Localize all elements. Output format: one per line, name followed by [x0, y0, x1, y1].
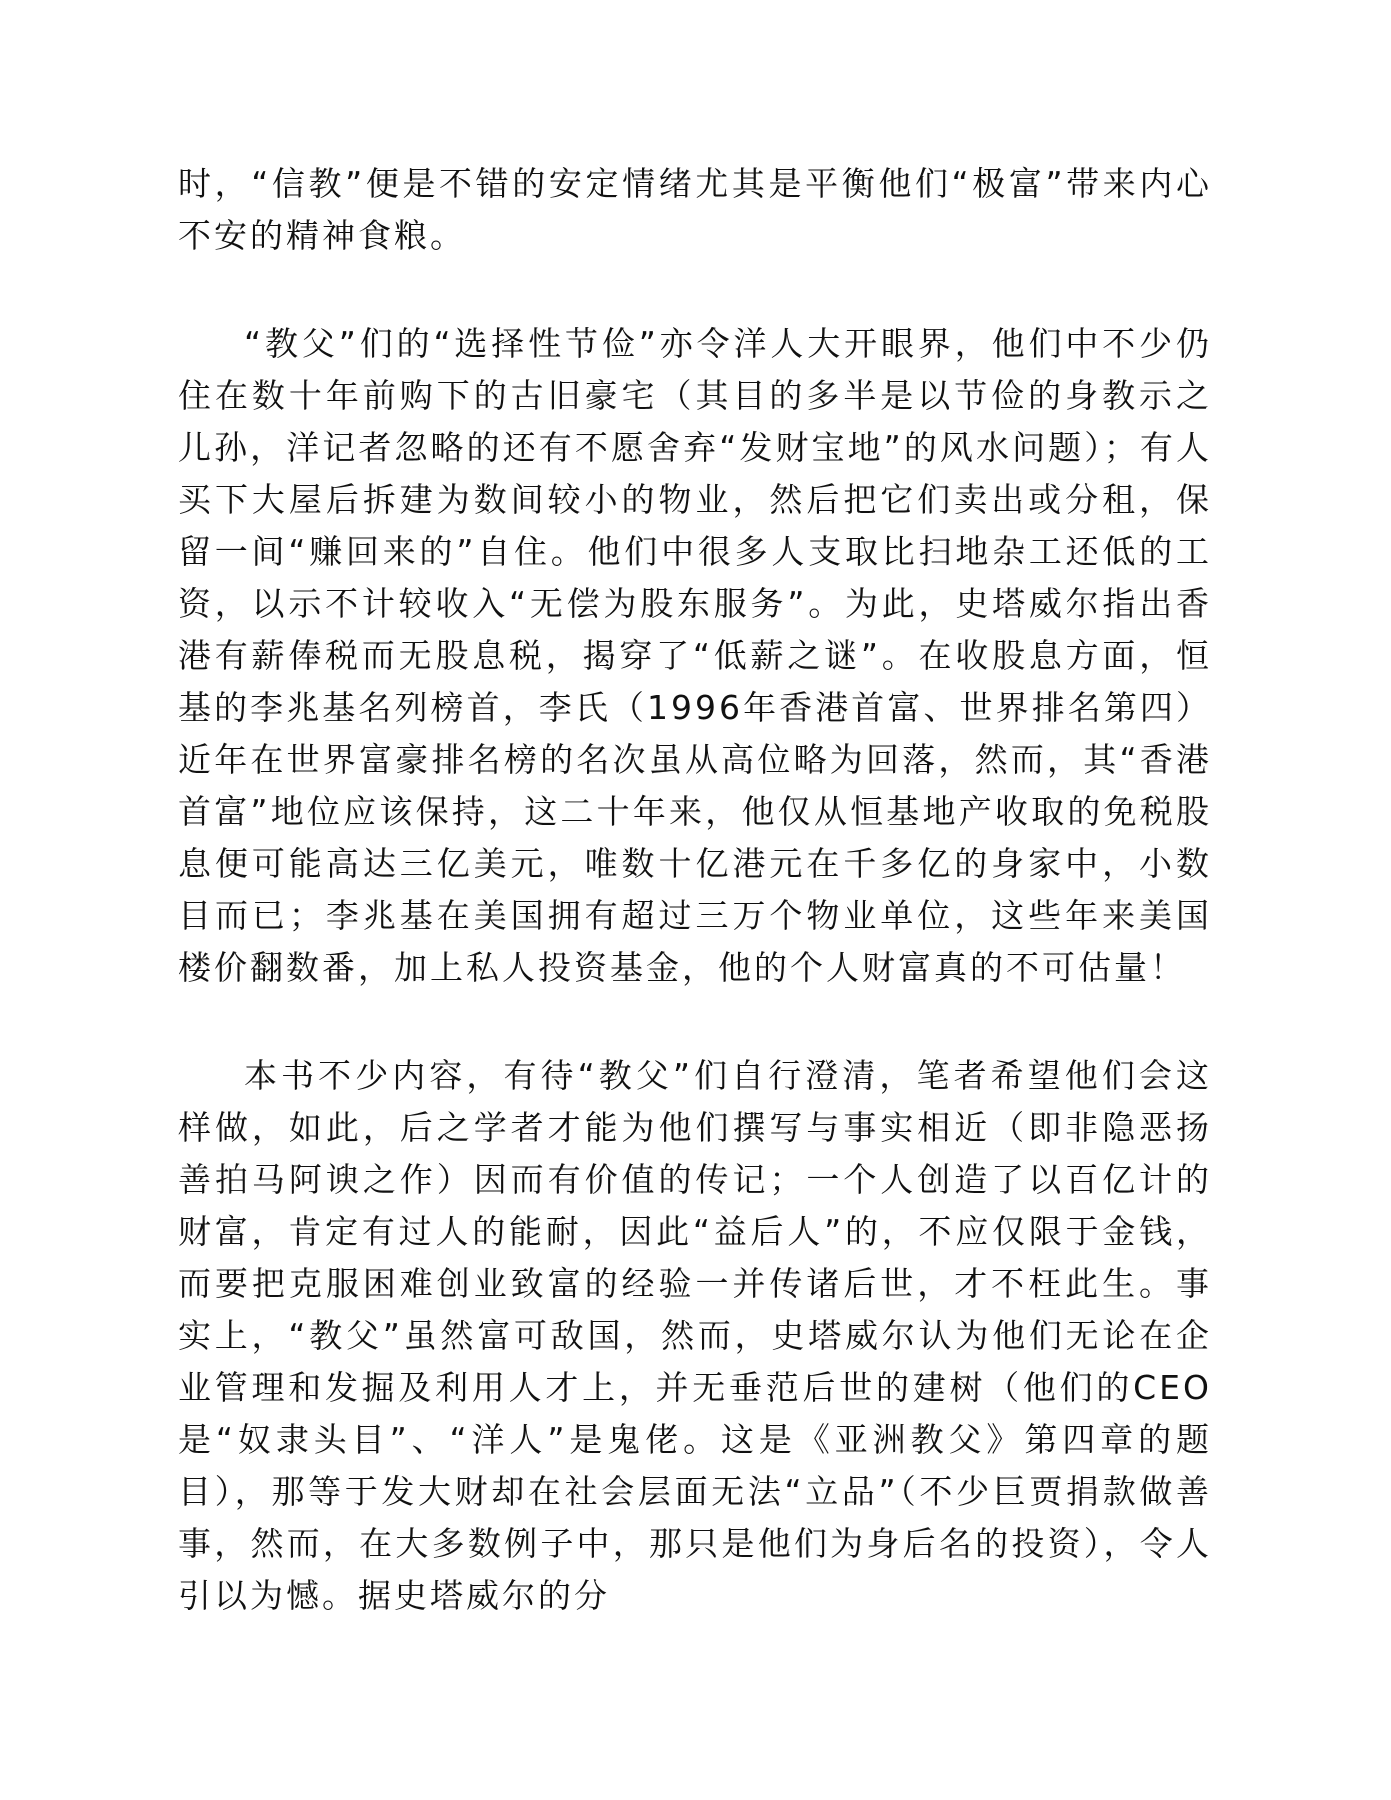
paragraph-1: 时，“信教”便是不错的安定情绪尤其是平衡他们“极富”带来内心不安的精神食粮。 — [178, 164, 1212, 255]
document-page — [178, 158, 1212, 1622]
paragraph-gap — [178, 994, 1212, 1050]
paragraph-2: “教父”们的“选择性节俭”亦令洋人大开眼界，他们中不少仍住在数十年前购下的古旧豪宅（其目的多半是以节俭的身教示之儿孙，洋记者忽略的还有不愿舍弃“发财宝地”的风水问题）；有人买下大屋后拆建为数间较小的物业，然后把它们卖出或分租，保留一间“赚回来的”自住。他们中很多人支取比扫地杂工还低的工资，以示不计较收入“无偿为股东服务”。为此，史塔威尔指出香港有薪俸税而无股息税，揭穿了“低薪之谜”。在收股息方面，恒基的李兆基名列榜首，李氏（1996年香港首富、世界排名第四）近年在世界富豪排名榜的名次虽从高位略为回落，然而，其“香港首富”地位应该保持，这二十年来，他仅从恒基地产收取的免税股息便可能高达三亿美元，唯数十亿港元在千多亿的身家中，小数目而已；李兆基在美国拥有超过三万个物业单位，这些年来美国楼价翻数番，加上私人投资基金，他的个人财富真的不可估量！ — [178, 324, 1212, 987]
paragraph-3: 本书不少内容，有待“教父”们自行澄清，笔者希望他们会这样做，如此，后之学者才能为他们撰写与事实相近（即非隐恶扬善拍马阿谀之作）因而有价值的传记；一个人创造了以百亿计的财富，肯定有过人的能耐，因此“益后人”的，不应仅限于金钱，而要把克服困难创业致富的经验一并传诸后世，才不枉此生。事实上，“教父”虽然富可敌国，然而，史塔威尔认为他们无论在企业管理和发掘及利用人才上，并无垂范后世的建树（他们的CEO是“奴隶头目”、“洋人”是鬼佬。这是《亚洲教父》第四章的题目），那等于发大财却在社会层面无法“立品”（不少巨贾捐款做善事，然而，在大多数例子中，那只是他们为身后名的投资），令人引以为憾。据史塔威尔的分 — [178, 1056, 1212, 1615]
paragraph-gap — [178, 262, 1212, 318]
